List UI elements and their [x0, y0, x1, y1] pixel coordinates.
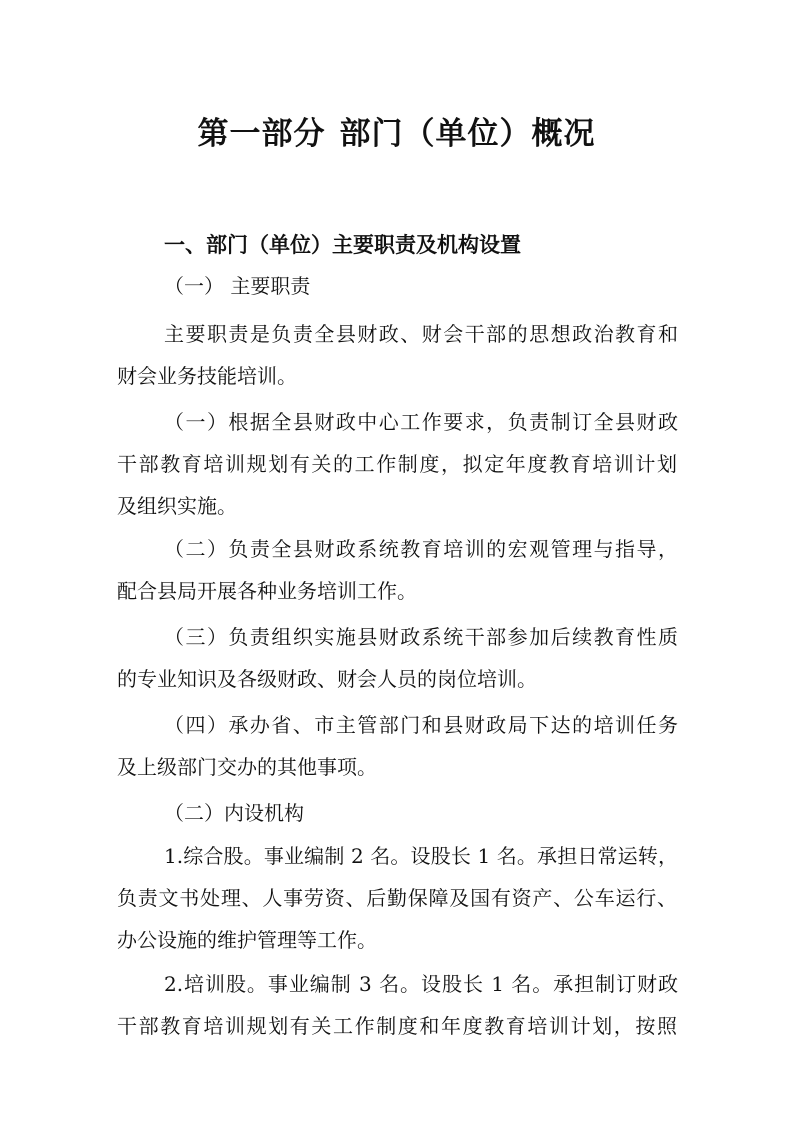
page-title-part: 第一部分 — [197, 116, 326, 152]
intro-line-2: 财会业务技能培训。 — [117, 364, 297, 388]
duty-4-line-1: （四）承办省、市主管部门和县财政局下达的培训任务 — [164, 713, 678, 737]
unit-2-line-1: 2.培训股。事业编制 3 名。设股长 1 名。承担制订财政 — [164, 972, 678, 996]
section-heading: 一、部门（单位）主要职责及机构设置 — [164, 232, 521, 257]
unit-1-line-3: 办公设施的维护管理等工作。 — [117, 928, 377, 952]
unit-2-line-2: 干部教育培训规划有关工作制度和年度教育培训计划，按照 — [117, 1014, 677, 1038]
duty-1-line-1: （一）根据全县财政中心工作要求，负责制订全县财政 — [164, 410, 678, 434]
subsection-heading-duties: （一） 主要职责 — [164, 274, 311, 298]
page-title — [0, 108, 793, 153]
duty-3-line-1: （三）负责组织实施县财政系统干部参加后续教育性质 — [164, 625, 678, 649]
duty-2-line-1: （二）负责全县财政系统教育培训的宏观管理与指导， — [164, 537, 678, 561]
duty-3-line-2: 的专业知识及各级财政、财会人员的岗位培训。 — [117, 667, 537, 691]
unit-1-line-1: 1.综合股。事业编制 2 名。设股长 1 名。承担日常运转， — [164, 844, 678, 868]
duty-1-line-3: 及组织实施。 — [117, 494, 237, 518]
duty-1-line-2: 干部教育培训规划有关的工作制度，拟定年度教育培训计划 — [117, 452, 677, 476]
duty-4-line-2: 及上级部门交办的其他事项。 — [117, 755, 377, 779]
duty-2-line-2: 配合县局开展各种业务培训工作。 — [117, 579, 417, 603]
intro-line-1: 主要职责是负责全县财政、财会干部的思想政治教育和 — [164, 322, 678, 346]
subsection-heading-units: （二）内设机构 — [164, 801, 304, 825]
page-title-subject: 部门（单位）概况 — [339, 116, 596, 152]
unit-1-line-2: 负责文书处理、人事劳资、后勤保障及国有资产、公车运行、 — [117, 886, 677, 910]
